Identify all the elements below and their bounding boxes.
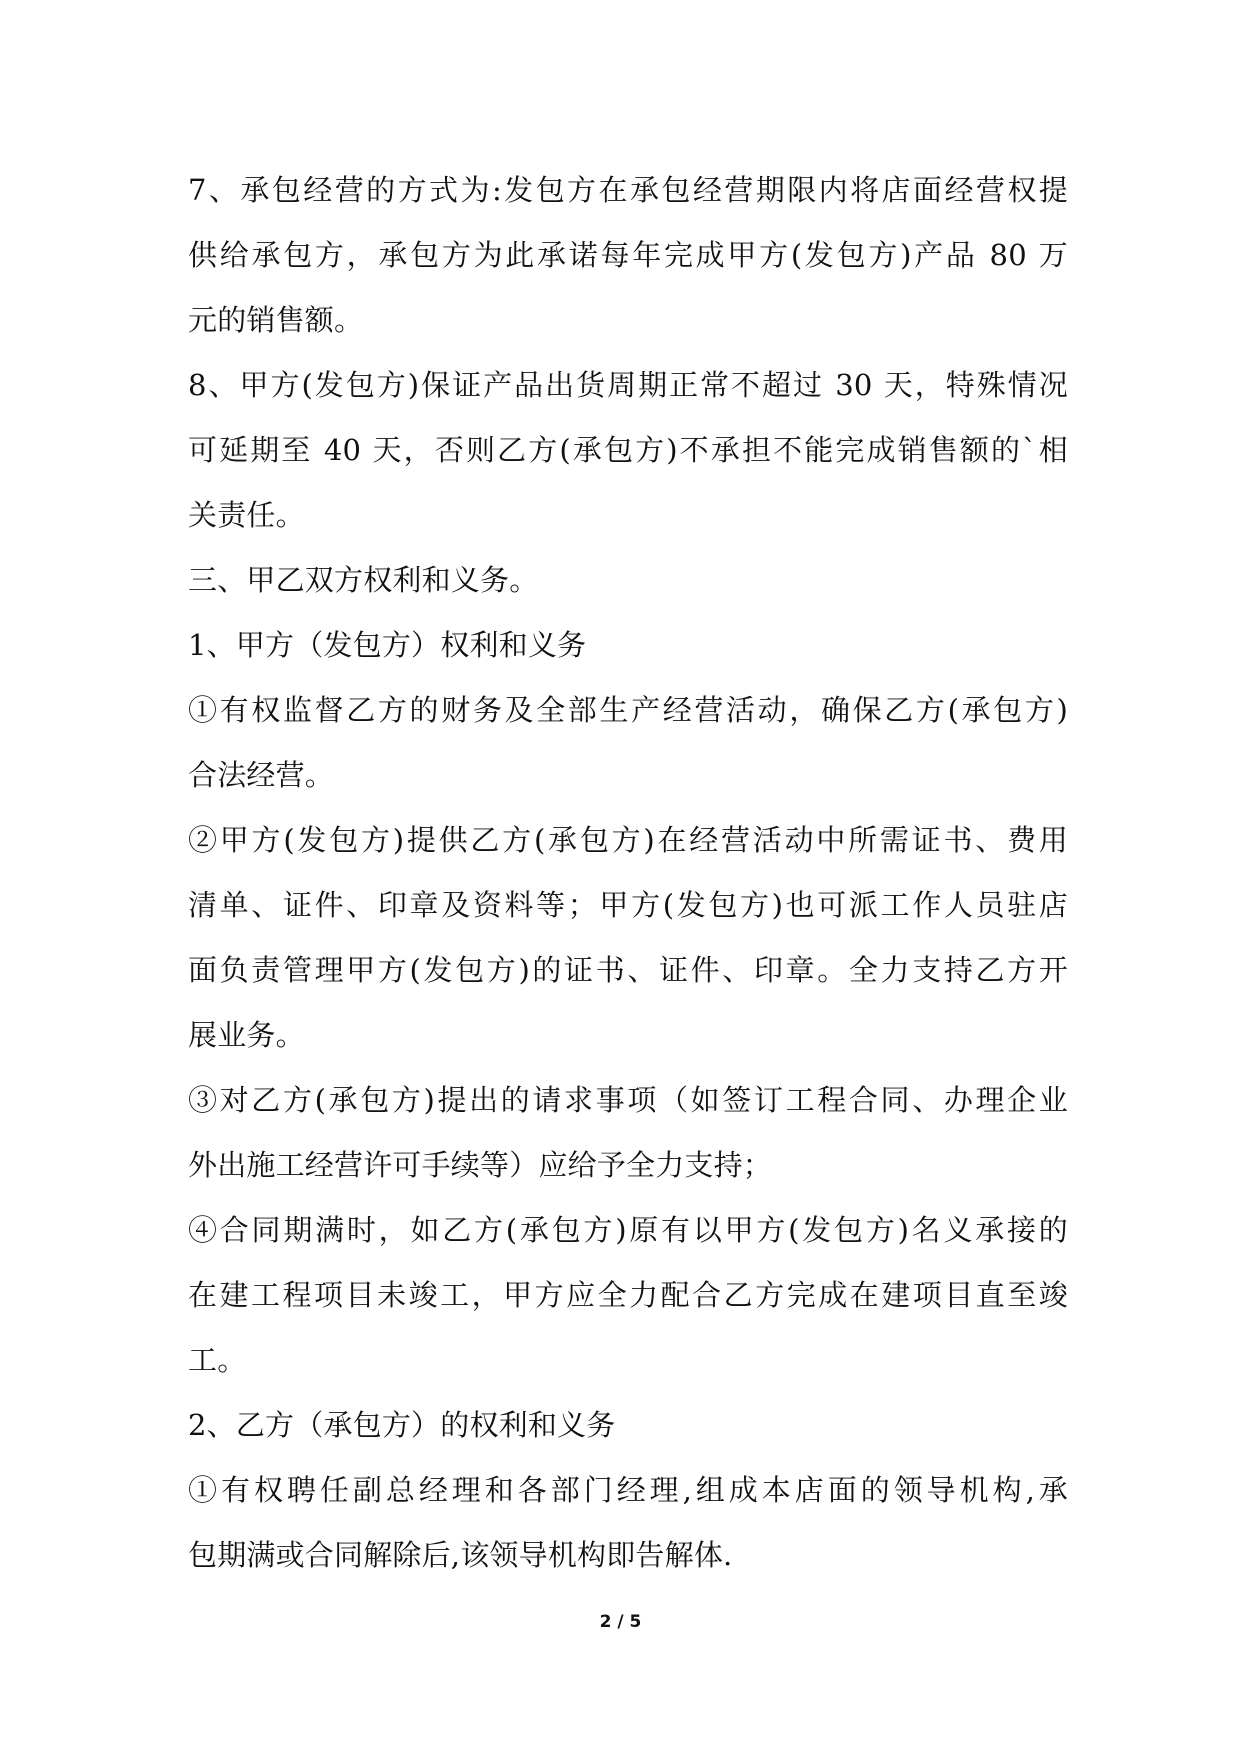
text-line: 工。 [188, 1343, 247, 1377]
text-line: 面负责管理甲方(发包方)的证书、证件、印章。全力支持乙方开 [188, 953, 1068, 987]
text-line: 8、甲方(发包方)保证产品出货周期正常不超过 30 天，特殊情况 [188, 368, 1068, 402]
text-line: 7、承包经营的方式为:发包方在承包经营期限内将店面经营权提 [188, 173, 1068, 207]
text-line: 关责任。 [188, 498, 305, 532]
subsection-heading: 2、乙方（承包方）的权利和义务 [188, 1408, 616, 1442]
text-line: ③对乙方(承包方)提出的请求事项（如签订工程合同、办理企业 [188, 1083, 1068, 1117]
text-line: 包期满或合同解除后,该领导机构即告解体. [188, 1538, 733, 1572]
page-number: 2 / 5 [599, 1612, 642, 1632]
text-line: 清单、证件、印章及资料等；甲方(发包方)也可派工作人员驻店 [188, 888, 1068, 922]
text-line: 在建工程项目未竣工，甲方应全力配合乙方完成在建项目直至竣 [188, 1278, 1068, 1312]
text-line: 供给承包方，承包方为此承诺每年完成甲方(发包方)产品 80 万 [188, 238, 1068, 272]
text-line: 元的销售额。 [188, 303, 364, 337]
text-line: 展业务。 [188, 1018, 305, 1052]
text-line: ①有权聘任副总经理和各部门经理,组成本店面的领导机构,承 [188, 1473, 1068, 1507]
text-line: 可延期至 40 天，否则乙方(承包方)不承担不能完成销售额的`相 [188, 433, 1068, 467]
text-line: ②甲方(发包方)提供乙方(承包方)在经营活动中所需证书、费用 [188, 823, 1068, 857]
text-line: 外出施工经营许可手续等）应给予全力支持； [188, 1148, 773, 1182]
text-line: ④合同期满时，如乙方(承包方)原有以甲方(发包方)名义承接的 [188, 1213, 1068, 1247]
document-body [188, 158, 1068, 1588]
subsection-heading: 1、甲方（发包方）权利和义务 [188, 628, 587, 662]
section-heading: 三、甲乙双方权利和义务。 [188, 563, 539, 597]
text-line: ①有权监督乙方的财务及全部生产经营活动，确保乙方(承包方) [188, 693, 1068, 727]
text-line: 合法经营。 [188, 758, 335, 792]
